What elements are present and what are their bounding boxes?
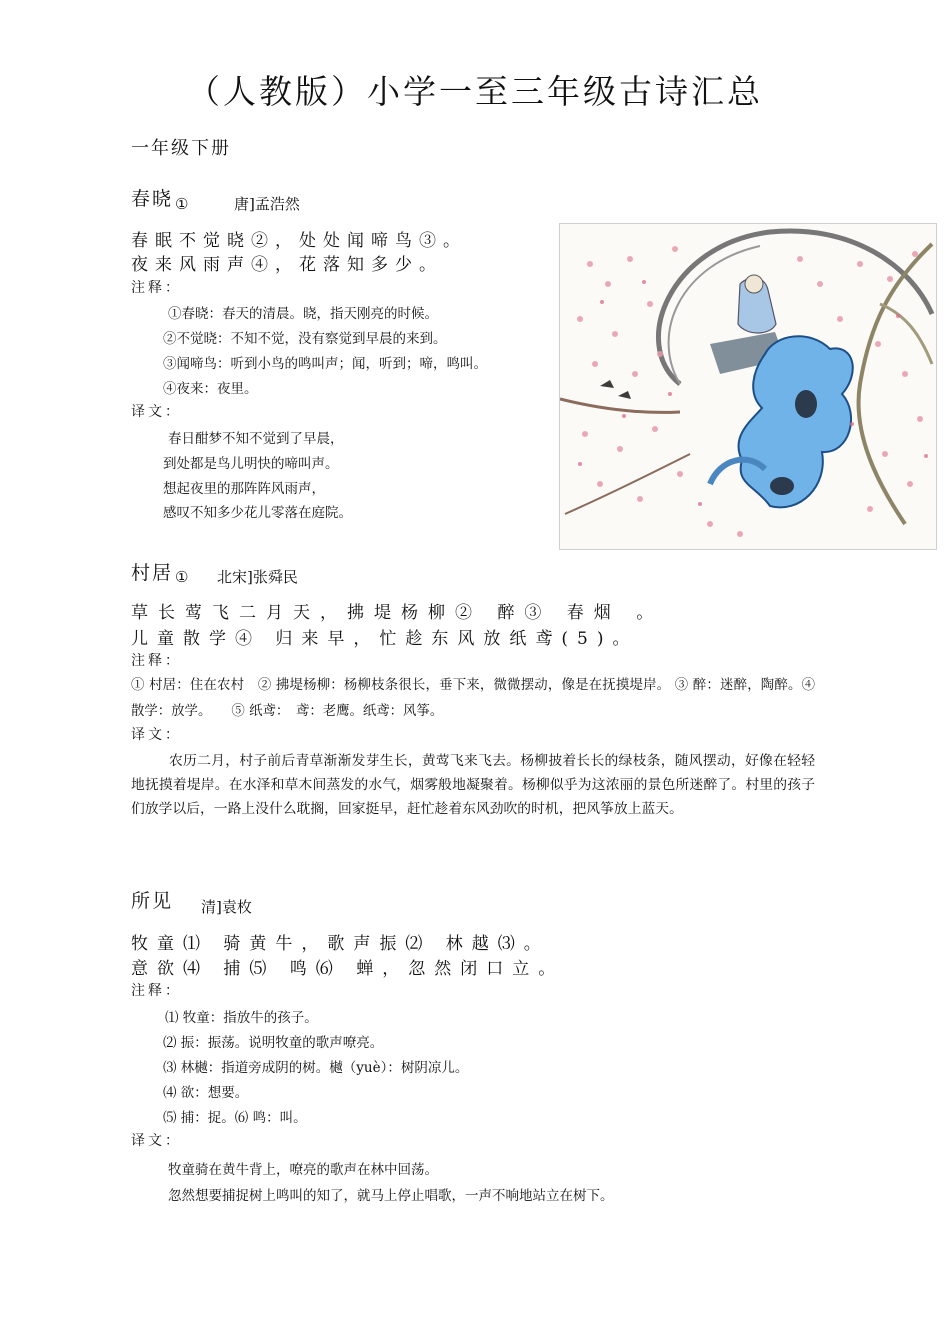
- translation-line: 感叹不知多少花儿零落在庭院。: [163, 505, 352, 521]
- translation-paragraph: 农历二月，村子前后青草渐渐发芽生长，黄莺飞来飞去。杨柳披着长长的绿枝条，随风摆动，好像在轻轻地抚摸着堤岸。在水泽和草木间蒸发的水气，烟雾般地凝聚着。杨柳似乎为这浓丽的景色所迷醉了。村里的孩子们放学以后，一路上没什么耽搁，回家挺早，赶忙趁着东风劲吹的时机，把风筝放上蓝天。: [131, 753, 815, 817]
- poem-title: 所见: [131, 890, 174, 912]
- poem-line: 夜来风雨声④，花落知多少。: [131, 255, 443, 275]
- poem-title-note-mark: ①: [175, 195, 189, 213]
- note-item: ⑸ 捕：捉。⑹ 鸣：叫。: [163, 1110, 307, 1126]
- poem-line: 儿童散学④ 归来早，忙趁东风放纸鸢(5)。: [131, 629, 639, 649]
- poem-title-note-mark: ①: [175, 568, 189, 586]
- note-item: ①春晓：春天的清晨。晓，指天刚亮的时候。: [168, 306, 438, 322]
- notes-paragraph: ① 村居：住在农村 ② 拂堤杨柳：杨柳枝条很长，垂下来，微微摆动，像是在抚摸堤岸。 ③ 醉：迷醉，陶醉。④ 散学：放学。 ⑤ 纸鸢： 鸢：老鹰。纸鸢：风筝。: [131, 678, 815, 719]
- note-item: ③闻啼鸟：听到小鸟的鸣叫声；闻，听到；啼，鸣叫。: [163, 356, 487, 372]
- translation-line: 忽然想要捕捉树上鸣叫的知了，就马上停止唱歌，一声不响地站立在树下。: [168, 1188, 614, 1204]
- poem-author: 清]袁枚: [201, 898, 252, 916]
- poem-author: 唐]孟浩然: [234, 195, 300, 213]
- poem-line: 意欲⑷ 捕⑸ 鸣⑹ 蝉，忽然闭口立。: [131, 959, 565, 979]
- document-title: （人教版）小学一至三年级古诗汇总: [187, 72, 763, 111]
- translation-line: 春日酣梦不知不觉到了早晨，: [168, 431, 344, 447]
- poem-title: 村居: [131, 562, 174, 584]
- notes-label: 注释：: [131, 653, 182, 669]
- note-item: ②不觉晓：不知不觉，没有察觉到早晨的来到。: [163, 331, 447, 347]
- translation-label: 译文：: [131, 1133, 182, 1149]
- notes-label: 注释：: [131, 983, 182, 999]
- poem-author: 北宋]张舜民: [217, 568, 298, 586]
- poem-illustration: [559, 223, 937, 550]
- poem-line: 草长莺飞二月天，拂堤杨柳② 醉③ 春烟 。: [131, 603, 664, 623]
- poem-line: 春眠不觉晓②，处处闻啼鸟③。: [131, 231, 467, 251]
- translation-line: 到处都是鸟儿明快的啼叫声。: [163, 456, 339, 472]
- note-item: ④夜来：夜里。: [163, 381, 258, 397]
- notes-label: 注释：: [131, 280, 182, 296]
- poem-line: 牧童⑴ 骑黄牛，歌声振⑵ 林越⑶。: [131, 934, 550, 954]
- section-heading: 一年级下册: [131, 138, 231, 159]
- note-item: ⑵ 振：振荡。说明牧童的歌声嘹亮。: [163, 1035, 384, 1051]
- note-item: ⑶ 林樾：指道旁成阴的树。樾（yuè）：树阴凉儿。: [163, 1060, 469, 1076]
- translation-line: 想起夜里的那阵阵风雨声，: [163, 481, 325, 497]
- note-item: ⑴ 牧童：指放牛的孩子。: [165, 1010, 318, 1026]
- translation-label: 译文：: [131, 404, 182, 420]
- note-item: ⑷ 欲：想要。: [163, 1085, 249, 1101]
- translation-label: 译文：: [131, 727, 182, 743]
- translation-line: 牧童骑在黄牛背上，嘹亮的歌声在林中回荡。: [168, 1162, 438, 1178]
- poem-title: 春晓: [131, 188, 174, 210]
